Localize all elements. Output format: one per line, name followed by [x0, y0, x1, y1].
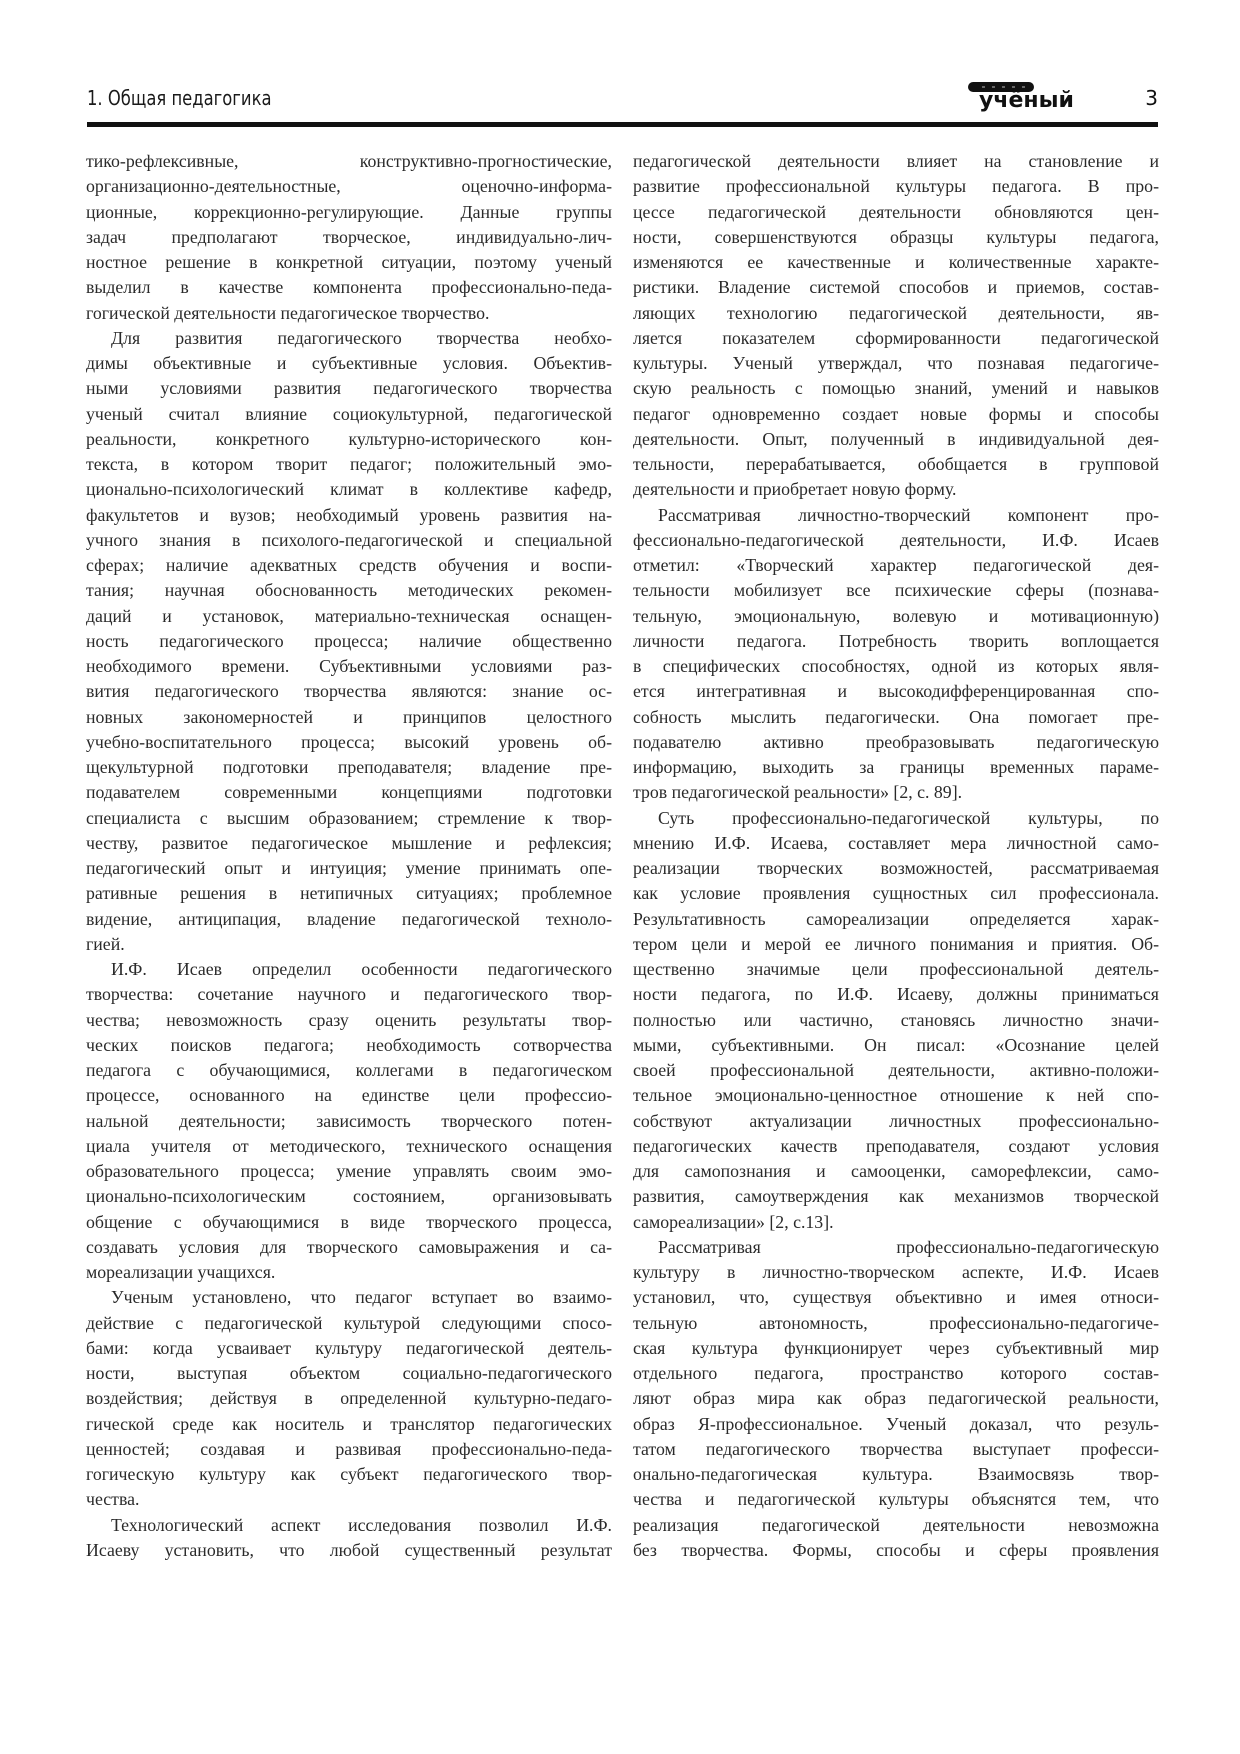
text-line: тельности мобилизует все психические сферы (познава-: [633, 580, 1159, 601]
text-line: Результативность самореализации определяется харак-: [633, 908, 1159, 929]
text-line: реализации творческих возможностей, рассматриваемая: [633, 858, 1159, 878]
text-line: чества; невозможность сразу оценить результаты твор-: [86, 1009, 612, 1030]
text-line: честву, развитое педагогическое мышление и рефлексия;: [86, 832, 612, 853]
text-line: ности, выступая объектом социально-педагогического: [86, 1363, 612, 1383]
text-line: щекультурной подготовки преподавателя; владение пре-: [86, 757, 612, 777]
text-line: ется интегративная и высокодифференцированная спо-: [633, 681, 1159, 702]
text-line: димы объективные и субъективные условия. Объектив-: [86, 353, 612, 373]
text-line: культуры. Ученый утверждал, что познавая педагогиче-: [633, 353, 1159, 373]
text-line: установил, что, существуя объективно и имея относи-: [633, 1287, 1159, 1308]
text-line: Рассматривая личностно-творческий компонент про-: [658, 504, 1159, 525]
text-line: процессе, основанного на единстве цели профессио-: [86, 1085, 612, 1106]
text-line: самореализации» [2, с.13].: [633, 1211, 834, 1232]
text-line: гогическую культуру как субъект педагогического твор-: [86, 1464, 612, 1484]
text-line: новных закономерностей и принципов целостного: [86, 706, 612, 727]
text-line: тров педагогической реальности» [2, с. 89].: [633, 782, 963, 803]
section-title: 1. Общая педагогика: [87, 86, 272, 110]
text-line: учного знания в психолого-педагогической и специальной: [86, 529, 612, 550]
text-line: сферах; наличие адекватных средств обучения и воспи-: [86, 555, 612, 575]
text-line: гической среде как носитель и транслятор педагогических: [86, 1413, 612, 1434]
text-line: бами: когда усваивает культуру педагогической деятель-: [86, 1337, 612, 1358]
text-line: без творчества. Формы, способы и сферы проявления: [633, 1539, 1159, 1560]
text-line: реальности, конкретного культурно-исторического кон-: [86, 428, 612, 449]
text-line: чества.: [86, 1489, 140, 1510]
text-line: гогической деятельности педагогическое творчество.: [86, 302, 490, 323]
text-line: ративные решения в нетипичных ситуациях; проблемное: [86, 883, 612, 904]
text-line: педагог одновременно создает новые формы и способы: [633, 403, 1159, 424]
text-line: Исаеву установить, что любой существенный результат: [86, 1539, 612, 1560]
text-line: ционально-психологический климат в коллективе кафедр,: [86, 479, 612, 500]
text-line: тельности, перерабатывается, обобщается в групповой: [633, 454, 1159, 474]
text-line: подавателю активно преобразовывать педагогическую: [633, 731, 1159, 752]
text-line: Суть профессионально-педагогической культуры, по: [658, 807, 1159, 828]
paragraph: [86, 149, 612, 326]
text-line: даций и установок, материально-техническая оснащен-: [86, 605, 612, 626]
text-line: Технологический аспект исследования позволил И.Ф.: [111, 1514, 612, 1535]
text-line: создавать условия для творческого самовыражения и са-: [86, 1236, 612, 1257]
header-rule: [87, 122, 1158, 127]
text-line: действие с педагогической культурой следующими спосо-: [86, 1312, 612, 1333]
text-line: реализация педагогической деятельности невозможна: [633, 1514, 1159, 1535]
text-line: педагога с обучающимися, коллегами в педагогическом: [86, 1060, 612, 1080]
running-header: [87, 86, 1158, 116]
text-line: выделил в качестве компонента профессионально-педа-: [86, 277, 612, 298]
text-line: факультетов и вузов; необходимый уровень развития на-: [86, 504, 612, 525]
text-line: ности, совершенствуются образцы культуры педагога,: [633, 226, 1159, 247]
text-line: личности педагога. Потребность творить воплощается: [633, 630, 1159, 651]
text-line: цессе педагогической деятельности обновляются цен-: [633, 201, 1159, 222]
paragraph: [86, 957, 612, 1285]
left-column: [86, 149, 612, 1563]
text-line: воздействия; действуя в определенной культурно-педаго-: [86, 1388, 612, 1409]
text-line: отметил: «Творческий характер педагогической дея-: [633, 555, 1159, 575]
text-line: циала учителя от методического, технического оснащения: [86, 1135, 612, 1156]
text-line: мыми, субъективными. Он писал: «Осознание целей: [633, 1034, 1159, 1055]
text-line: необходимого времени. Субъективными условиями раз-: [86, 656, 612, 676]
text-line: Ученым установлено, что педагог вступает во взаимо-: [111, 1287, 612, 1308]
text-line: культуру в личностно-творческом аспекте, И.Ф. Исаев: [633, 1262, 1159, 1282]
text-line: чества и педагогической культуры объяснятся тем, что: [633, 1489, 1159, 1510]
text-line: ученый считал влияние социокультурной, педагогической: [86, 403, 612, 424]
text-line: развитие профессиональной культуры педагога. В про-: [633, 176, 1159, 197]
text-line: педагогических качеств преподавателя, создают условия: [633, 1135, 1159, 1156]
paragraph: [633, 503, 1159, 806]
text-line: фессионально-педагогической деятельности, И.Ф. Исаев: [633, 529, 1159, 550]
text-line: вития педагогического творчества являются: знание ос-: [86, 681, 612, 702]
text-line: подавателем современными концепциями подготовки: [86, 782, 612, 803]
text-line: ценностей; создавая и развивая профессионально-педа-: [86, 1438, 612, 1459]
text-line: мореализации учащихся.: [86, 1262, 276, 1282]
paragraph: [86, 1285, 612, 1512]
text-line: как условие проявления сущностных сил профессионала.: [633, 883, 1159, 904]
text-line: скую реальность с помощью знаний, умений и навыков: [633, 378, 1159, 399]
paragraph: [633, 149, 1159, 503]
text-line: Для развития педагогического творчества необхо-: [111, 327, 612, 348]
text-line: татом педагогического творчества выступает професси-: [633, 1438, 1159, 1459]
text-line: ляют образ мира как образ педагогической реальности,: [633, 1388, 1159, 1409]
text-line: специалиста с высшим образованием; стремление к твор-: [86, 807, 612, 828]
text-line: текста, в котором творит педагог; положительный эмо-: [86, 454, 612, 474]
text-line: педагогической деятельности влияет на становление и: [633, 151, 1159, 171]
text-line: ляется показателем сформированности педагогической: [633, 327, 1159, 348]
text-line: педагогический опыт и интуиция; умение принимать опе-: [86, 858, 612, 878]
page-number: 3: [1145, 86, 1158, 110]
text-line: щественно значимые цели профессиональной деятель-: [633, 959, 1159, 979]
text-line: ности педагога, по И.Ф. Исаеву, должны приниматься: [633, 984, 1159, 1005]
text-line: ность педагогического процесса; наличие общественно: [86, 630, 612, 651]
text-line: тания; научная обоснованность методических рекомен-: [86, 580, 612, 601]
text-line: И.Ф. Исаев определил особенности педагогического: [111, 959, 612, 979]
text-line: полностью или частично, становясь личностно значи-: [633, 1009, 1159, 1030]
text-line: творчества: сочетание научного и педагогического твор-: [86, 984, 612, 1005]
text-line: для самопознания и самооценки, саморефлексии, само-: [633, 1161, 1159, 1181]
text-line: собствуют актуализации личностных профессионально-: [633, 1110, 1159, 1131]
paragraph: [86, 1513, 612, 1564]
text-line: общение с обучающимися в виде творческого процесса,: [86, 1211, 612, 1232]
text-line: собность мыслить педагогически. Она помогает пре-: [633, 706, 1159, 727]
text-line: тельную, эмоциональную, волевую и мотивационную): [633, 605, 1159, 626]
text-line: онально-педагогическая культура. Взаимосвязь твор-: [633, 1464, 1159, 1484]
text-line: учебно-воспитательного процесса; высокий уровень об-: [86, 731, 612, 752]
text-line: Рассматривая профессионально-педагогическую: [658, 1236, 1159, 1257]
text-line: мнению И.Ф. Исаева, составляет мера личностной само-: [633, 832, 1159, 853]
text-line: ционные, коррекционно-регулирующие. Данные группы: [86, 201, 612, 222]
text-line: образ Я-профессиональное. Ученый доказал, что резуль-: [633, 1413, 1159, 1434]
text-line: тером цели и мерой ее личного понимания и приятия. Об-: [633, 933, 1159, 954]
text-line: ческих поисков педагога; необходимость сотворчества: [86, 1034, 612, 1055]
text-line: развития, самоутверждения как механизмов творческой: [633, 1186, 1159, 1207]
right-column: [633, 149, 1159, 1563]
paragraph: [633, 806, 1159, 1235]
text-line: информацию, выходить за границы временных параме-: [633, 757, 1159, 777]
text-line: ностное решение в конкретной ситуации, поэтому ученый: [86, 252, 612, 272]
text-line: ционально-психологическим состоянием, организовывать: [86, 1186, 612, 1207]
text-line: тельную автономность, профессионально-педагогиче-: [633, 1312, 1159, 1333]
text-line: нальной деятельности; зависимость творческого потен-: [86, 1110, 612, 1131]
text-line: задач предполагают творческое, индивидуально-лич-: [86, 226, 612, 247]
logo-wordmark: учёный: [979, 88, 1074, 113]
paragraph: [86, 326, 612, 957]
text-line: образовательного процесса; умение управлять своим эмо-: [86, 1161, 612, 1181]
text-line: своей профессиональной деятельности, активно-положи-: [633, 1060, 1159, 1080]
text-line: деятельности и приобретает новую форму.: [633, 479, 957, 500]
text-line: ская культура функционирует через субъективный мир: [633, 1337, 1159, 1358]
text-line: ристики. Владение системой способов и приемов, состав-: [633, 277, 1159, 298]
text-line: организационно-деятельностные, оценочно-информа-: [86, 176, 612, 197]
text-line: тико-рефлексивные, конструктивно-прогностические,: [86, 151, 612, 171]
text-line: деятельности. Опыт, полученный в индивидуальной дея-: [633, 428, 1159, 449]
text-line: тельное эмоционально-ценностное отношение к ней спо-: [633, 1085, 1159, 1106]
text-line: изменяются ее качественные и количественные характе-: [633, 252, 1159, 272]
text-line: ляющих технологию педагогической деятельности, яв-: [633, 302, 1159, 323]
text-line: видение, антиципация, владение педагогической техноло-: [86, 908, 612, 929]
text-line: в специфических способностях, одной из которых явля-: [633, 656, 1159, 676]
text-line: гией.: [86, 933, 125, 954]
journal-logo: [965, 82, 1075, 118]
text-line: отдельного педагога, пространство которого состав-: [633, 1363, 1159, 1383]
text-line: ными условиями развития педагогического творчества: [86, 378, 612, 399]
paragraph: [633, 1235, 1159, 1563]
